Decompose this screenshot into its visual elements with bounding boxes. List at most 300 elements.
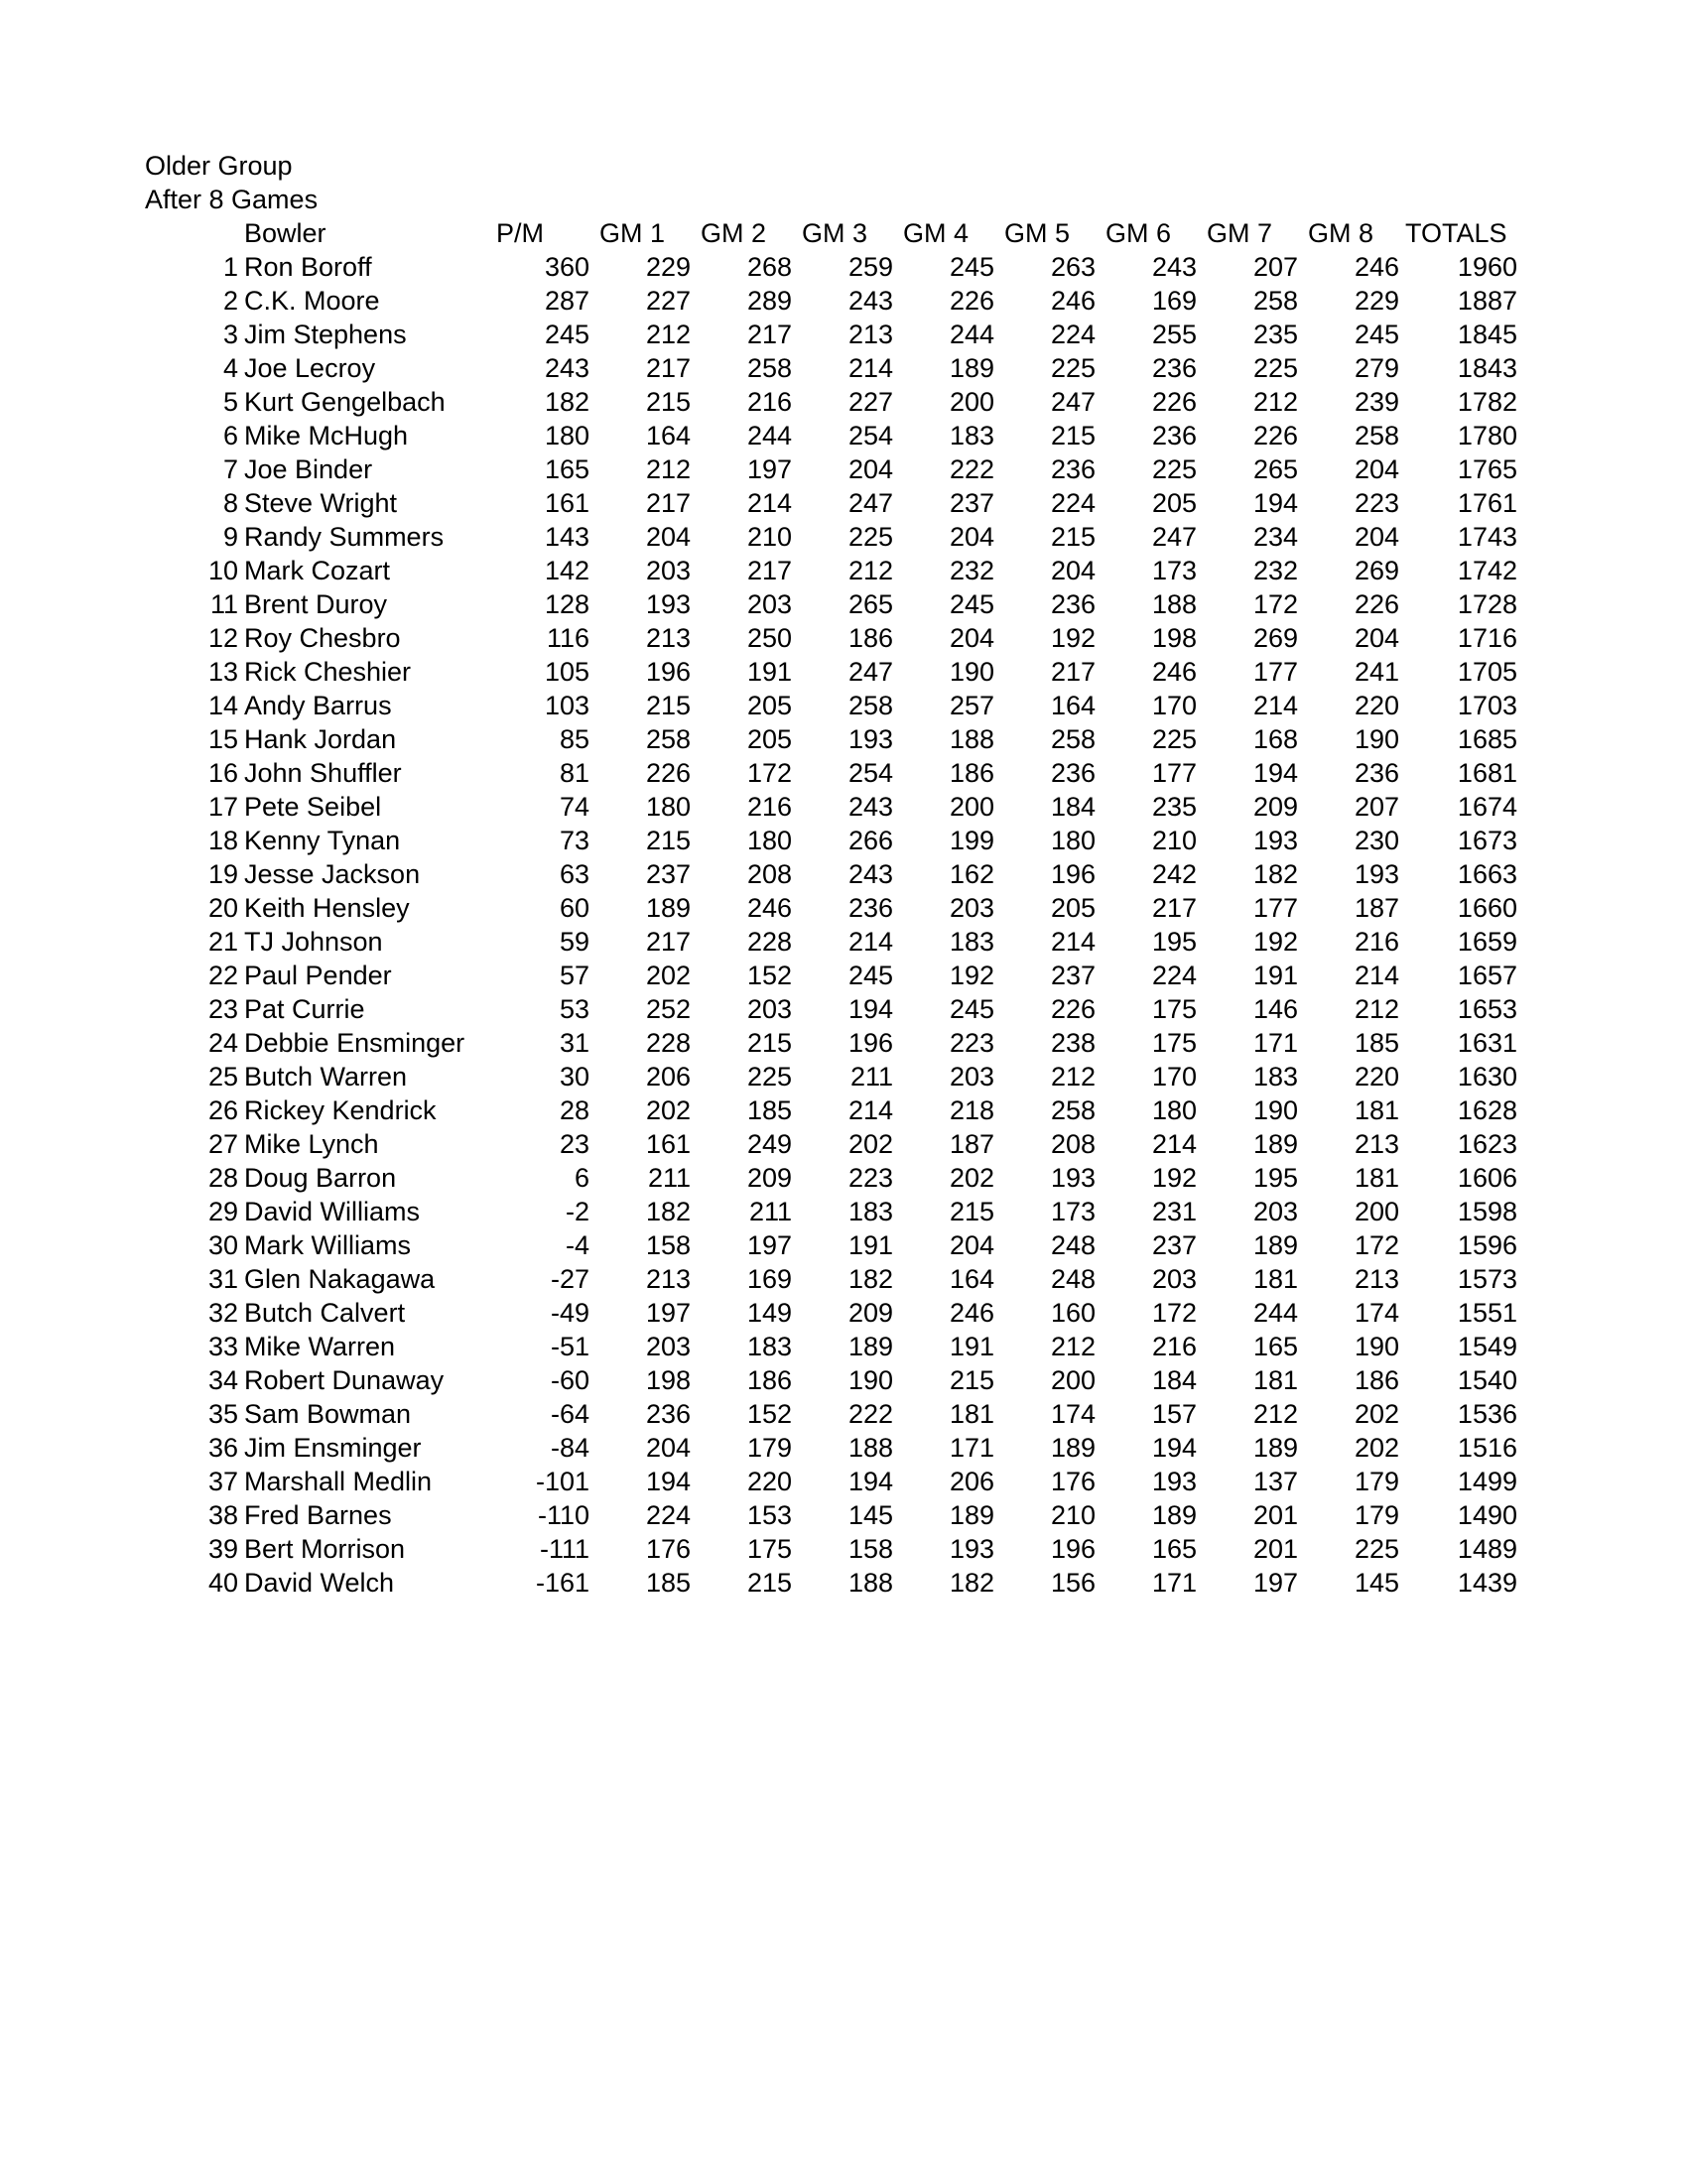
gm5-cell: 212 (1050, 1062, 1096, 1092)
rank-cell: 5 (222, 387, 238, 417)
rank-cell: 7 (222, 454, 238, 484)
table-row (145, 959, 1517, 992)
gm5-cell: 192 (1050, 623, 1096, 653)
gm1-cell: 237 (645, 859, 691, 889)
rank-cell: 36 (207, 1433, 238, 1463)
rank-cell: 31 (207, 1264, 238, 1294)
gm2-cell: 149 (746, 1298, 792, 1328)
pm-cell: -110 (537, 1500, 589, 1530)
rank-cell: 22 (207, 961, 238, 990)
gm1-cell: 217 (645, 353, 691, 383)
table-row (145, 419, 1517, 452)
pm-cell: -101 (535, 1467, 589, 1496)
total-cell: 1765 (1457, 454, 1517, 484)
gm4-cell: 189 (949, 353, 994, 383)
gm3-cell: 188 (847, 1568, 893, 1598)
gm1-cell: 258 (645, 724, 691, 754)
gm3-cell: 259 (847, 252, 893, 282)
gm6-cell: 170 (1151, 1062, 1197, 1092)
rank-cell: 25 (207, 1062, 238, 1092)
bowler-name-cell: Andy Barrus (244, 691, 392, 720)
gm5-cell: 215 (1050, 522, 1096, 552)
bowler-name-cell: Sam Bowman (244, 1399, 412, 1429)
gm3-cell: 254 (847, 421, 893, 450)
pm-cell: 287 (544, 286, 589, 316)
pm-cell: 60 (559, 893, 589, 923)
header-gm6: GM 6 (1105, 218, 1172, 248)
rank-cell: 37 (207, 1467, 238, 1496)
total-cell: 1660 (1457, 893, 1517, 923)
gm5-cell: 236 (1050, 454, 1096, 484)
gm7-cell: 190 (1252, 1095, 1298, 1125)
gm6-cell: 203 (1151, 1264, 1197, 1294)
gm4-cell: 204 (949, 623, 994, 653)
gm6-cell: 205 (1151, 488, 1197, 518)
bowler-name-cell: Jim Stephens (244, 320, 407, 349)
total-cell: 1628 (1457, 1095, 1517, 1125)
gm8-cell: 239 (1354, 387, 1399, 417)
total-cell: 1490 (1457, 1500, 1517, 1530)
pm-cell: -161 (535, 1568, 589, 1598)
gm1-cell: 189 (645, 893, 691, 923)
rank-cell: 23 (207, 994, 238, 1024)
bowler-name-cell: Pat Currie (244, 994, 365, 1024)
gm3-cell: 191 (847, 1230, 893, 1260)
bowler-name-cell: Mike McHugh (244, 421, 409, 450)
standings-body (145, 250, 1517, 1600)
table-row (145, 1330, 1517, 1363)
gm2-cell: 203 (746, 589, 792, 619)
gm5-cell: 200 (1050, 1365, 1096, 1395)
bowler-name-cell: Fred Barnes (244, 1500, 392, 1530)
gm6-cell: 255 (1151, 320, 1197, 349)
pm-cell: 23 (559, 1129, 589, 1159)
gm8-cell: 174 (1354, 1298, 1399, 1328)
total-cell: 1843 (1457, 353, 1517, 383)
rank-cell: 26 (207, 1095, 238, 1125)
gm4-cell: 237 (949, 488, 994, 518)
gm8-cell: 204 (1354, 454, 1399, 484)
gm7-cell: 232 (1252, 556, 1298, 585)
gm6-cell: 236 (1151, 421, 1197, 450)
gm4-cell: 200 (949, 387, 994, 417)
gm8-cell: 200 (1354, 1197, 1399, 1226)
gm3-cell: 258 (847, 691, 893, 720)
header-totals: TOTALS (1405, 218, 1507, 248)
gm7-cell: 197 (1252, 1568, 1298, 1598)
gm5-cell: 156 (1050, 1568, 1096, 1598)
gm4-cell: 183 (949, 421, 994, 450)
total-cell: 1782 (1457, 387, 1517, 417)
gm7-cell: 212 (1252, 1399, 1298, 1429)
pm-cell: 182 (544, 387, 589, 417)
gm2-cell: 289 (746, 286, 792, 316)
table-row (145, 756, 1517, 790)
pm-cell: 161 (544, 488, 589, 518)
gm7-cell: 226 (1252, 421, 1298, 450)
table-row (145, 250, 1517, 284)
gm7-cell: 207 (1252, 252, 1298, 282)
gm3-cell: 189 (847, 1332, 893, 1361)
gm8-cell: 229 (1354, 286, 1399, 316)
header-bowler: Bowler (244, 218, 326, 248)
document-subtitle: After 8 Games (145, 185, 319, 214)
gm4-cell: 245 (949, 589, 994, 619)
gm3-cell: 212 (847, 556, 893, 585)
bowler-name-cell: Rickey Kendrick (244, 1095, 437, 1125)
total-cell: 1489 (1457, 1534, 1517, 1564)
gm4-cell: 206 (949, 1467, 994, 1496)
gm2-cell: 172 (746, 758, 792, 788)
gm2-cell: 205 (746, 724, 792, 754)
gm8-cell: 226 (1354, 589, 1399, 619)
gm1-cell: 227 (645, 286, 691, 316)
gm6-cell: 237 (1151, 1230, 1197, 1260)
total-cell: 1703 (1457, 691, 1517, 720)
rank-cell: 8 (222, 488, 238, 518)
gm4-cell: 186 (949, 758, 994, 788)
table-row (145, 1195, 1517, 1228)
header-gm7: GM 7 (1207, 218, 1273, 248)
pm-cell: -51 (550, 1332, 589, 1361)
gm1-cell: 193 (645, 589, 691, 619)
gm7-cell: 269 (1252, 623, 1298, 653)
gm5-cell: 238 (1050, 1028, 1096, 1058)
gm5-cell: 237 (1050, 961, 1096, 990)
gm7-cell: 182 (1252, 859, 1298, 889)
gm2-cell: 244 (746, 421, 792, 450)
gm3-cell: 196 (847, 1028, 893, 1058)
total-cell: 1673 (1457, 826, 1517, 855)
rank-cell: 6 (222, 421, 238, 450)
bowler-name-cell: Kenny Tynan (244, 826, 401, 855)
rank-cell: 1 (222, 252, 238, 282)
rank-cell: 29 (207, 1197, 238, 1226)
rank-cell: 35 (207, 1399, 238, 1429)
gm4-cell: 162 (949, 859, 994, 889)
bowler-name-cell: Mark Williams (244, 1230, 411, 1260)
gm6-cell: 194 (1151, 1433, 1197, 1463)
gm1-cell: 180 (645, 792, 691, 822)
gm2-cell: 258 (746, 353, 792, 383)
gm6-cell: 173 (1151, 556, 1197, 585)
gm3-cell: 245 (847, 961, 893, 990)
total-cell: 1516 (1457, 1433, 1517, 1463)
bowler-name-cell: Debbie Ensminger (244, 1028, 465, 1058)
pm-cell: -2 (565, 1197, 589, 1226)
gm7-cell: 214 (1252, 691, 1298, 720)
pm-cell: -4 (565, 1230, 589, 1260)
gm7-cell: 201 (1252, 1500, 1298, 1530)
total-cell: 1596 (1457, 1230, 1517, 1260)
gm3-cell: 225 (847, 522, 893, 552)
rank-cell: 19 (207, 859, 238, 889)
bowler-name-cell: David Welch (244, 1568, 395, 1598)
gm1-cell: 203 (645, 556, 691, 585)
gm5-cell: 258 (1050, 1095, 1096, 1125)
table-row (145, 520, 1517, 554)
pm-cell: -60 (550, 1365, 589, 1395)
gm3-cell: 194 (847, 1467, 893, 1496)
gm6-cell: 214 (1151, 1129, 1197, 1159)
pm-cell: 59 (559, 927, 589, 957)
gm3-cell: 190 (847, 1365, 893, 1395)
gm4-cell: 181 (949, 1399, 994, 1429)
pm-cell: 28 (559, 1095, 589, 1125)
gm6-cell: 217 (1151, 893, 1197, 923)
gm6-cell: 224 (1151, 961, 1197, 990)
gm6-cell: 180 (1151, 1095, 1197, 1125)
gm8-cell: 181 (1354, 1095, 1399, 1125)
bowler-name-cell: Keith Hensley (244, 893, 410, 923)
gm5-cell: 212 (1050, 1332, 1096, 1361)
gm8-cell: 204 (1354, 522, 1399, 552)
gm8-cell: 220 (1354, 1062, 1399, 1092)
gm2-cell: 225 (746, 1062, 792, 1092)
total-cell: 1499 (1457, 1467, 1517, 1496)
total-cell: 1630 (1457, 1062, 1517, 1092)
rank-cell: 27 (207, 1129, 238, 1159)
gm8-cell: 279 (1354, 353, 1399, 383)
gm4-cell: 257 (949, 691, 994, 720)
table-row (145, 1397, 1517, 1431)
total-cell: 1780 (1457, 421, 1517, 450)
table-row (145, 318, 1517, 351)
table-row (145, 1363, 1517, 1397)
bowler-name-cell: Mike Warren (244, 1332, 396, 1361)
gm5-cell: 164 (1050, 691, 1096, 720)
bowler-name-cell: Jim Ensminger (244, 1433, 422, 1463)
gm8-cell: 269 (1354, 556, 1399, 585)
gm6-cell: 189 (1151, 1500, 1197, 1530)
gm2-cell: 153 (746, 1500, 792, 1530)
pm-cell: 116 (546, 623, 589, 653)
bowler-name-cell: Butch Calvert (244, 1298, 406, 1328)
gm5-cell: 247 (1050, 387, 1096, 417)
bowler-name-cell: Paul Pender (244, 961, 392, 990)
gm8-cell: 179 (1354, 1500, 1399, 1530)
gm4-cell: 204 (949, 522, 994, 552)
gm7-cell: 189 (1252, 1230, 1298, 1260)
gm4-cell: 245 (949, 994, 994, 1024)
gm6-cell: 192 (1151, 1163, 1197, 1193)
pm-cell: 53 (559, 994, 589, 1024)
document-title: Older Group (145, 151, 293, 181)
header-gm3: GM 3 (802, 218, 868, 248)
gm6-cell: 175 (1151, 994, 1197, 1024)
rank-cell: 40 (207, 1568, 238, 1598)
rank-cell: 16 (207, 758, 238, 788)
gm1-cell: 224 (645, 1500, 691, 1530)
gm2-cell: 215 (746, 1028, 792, 1058)
bowler-name-cell: Kurt Gengelbach (244, 387, 446, 417)
gm5-cell: 248 (1050, 1230, 1096, 1260)
header-gm8: GM 8 (1308, 218, 1374, 248)
gm7-cell: 183 (1252, 1062, 1298, 1092)
total-cell: 1742 (1457, 556, 1517, 585)
rank-cell: 38 (207, 1500, 238, 1530)
gm8-cell: 202 (1354, 1433, 1399, 1463)
table-row (145, 790, 1517, 824)
bowler-name-cell: Ron Boroff (244, 252, 372, 282)
rank-cell: 30 (207, 1230, 238, 1260)
gm2-cell: 246 (746, 893, 792, 923)
pm-cell: 57 (559, 961, 589, 990)
gm2-cell: 169 (746, 1264, 792, 1294)
gm8-cell: 172 (1354, 1230, 1399, 1260)
pm-cell: -111 (539, 1534, 589, 1564)
gm6-cell: 226 (1151, 387, 1197, 417)
table-row (145, 1228, 1517, 1262)
gm6-cell: 184 (1151, 1365, 1197, 1395)
pm-cell: 143 (544, 522, 589, 552)
gm1-cell: 194 (645, 1467, 691, 1496)
pm-cell: -27 (550, 1264, 589, 1294)
bowler-name-cell: Joe Binder (244, 454, 373, 484)
gm2-cell: 197 (746, 1230, 792, 1260)
gm8-cell: 213 (1354, 1129, 1399, 1159)
gm4-cell: 245 (949, 252, 994, 282)
rank-cell: 17 (207, 792, 238, 822)
gm5-cell: 196 (1050, 859, 1096, 889)
bowler-name-cell: Butch Warren (244, 1062, 408, 1092)
table-row (145, 857, 1517, 891)
rank-cell: 13 (207, 657, 238, 687)
table-row (145, 1026, 1517, 1060)
gm3-cell: 183 (847, 1197, 893, 1226)
gm6-cell: 157 (1151, 1399, 1197, 1429)
table-row (145, 824, 1517, 857)
table-row (145, 554, 1517, 587)
gm8-cell: 190 (1354, 724, 1399, 754)
total-cell: 1887 (1457, 286, 1517, 316)
pm-cell: 128 (544, 589, 589, 619)
table-row (145, 1296, 1517, 1330)
gm4-cell: 232 (949, 556, 994, 585)
gm8-cell: 225 (1354, 1534, 1399, 1564)
rank-cell: 9 (222, 522, 238, 552)
gm7-cell: 171 (1252, 1028, 1298, 1058)
gm1-cell: 236 (645, 1399, 691, 1429)
gm2-cell: 220 (746, 1467, 792, 1496)
gm1-cell: 211 (647, 1163, 691, 1193)
gm7-cell: 189 (1252, 1129, 1298, 1159)
gm3-cell: 158 (847, 1534, 893, 1564)
gm8-cell: 145 (1354, 1568, 1399, 1598)
gm4-cell: 223 (949, 1028, 994, 1058)
gm5-cell: 236 (1050, 758, 1096, 788)
gm4-cell: 192 (949, 961, 994, 990)
bowler-name-cell: Jesse Jackson (244, 859, 421, 889)
gm4-cell: 203 (949, 893, 994, 923)
rank-cell: 24 (207, 1028, 238, 1058)
gm5-cell: 215 (1050, 421, 1096, 450)
gm3-cell: 193 (847, 724, 893, 754)
gm6-cell: 177 (1151, 758, 1197, 788)
gm7-cell: 201 (1252, 1534, 1298, 1564)
gm7-cell: 212 (1252, 387, 1298, 417)
gm2-cell: 268 (746, 252, 792, 282)
table-row (145, 1262, 1517, 1296)
gm3-cell: 186 (847, 623, 893, 653)
table-row (145, 891, 1517, 925)
rank-cell: 39 (207, 1534, 238, 1564)
gm3-cell: 222 (847, 1399, 893, 1429)
table-row (145, 284, 1517, 318)
gm5-cell: 160 (1050, 1298, 1096, 1328)
gm3-cell: 145 (847, 1500, 893, 1530)
gm4-cell: 193 (949, 1534, 994, 1564)
gm1-cell: 217 (645, 927, 691, 957)
gm4-cell: 222 (949, 454, 994, 484)
gm3-cell: 266 (847, 826, 893, 855)
table-row (145, 1060, 1517, 1093)
rank-cell: 20 (207, 893, 238, 923)
gm7-cell: 194 (1252, 758, 1298, 788)
table-row (145, 1498, 1517, 1532)
table-row (145, 452, 1517, 486)
gm1-cell: 212 (645, 320, 691, 349)
table-row (145, 1431, 1517, 1465)
gm4-cell: 204 (949, 1230, 994, 1260)
total-cell: 1681 (1457, 758, 1517, 788)
bowler-name-cell: Joe Lecroy (244, 353, 376, 383)
gm7-cell: 137 (1252, 1467, 1298, 1496)
gm4-cell: 246 (949, 1298, 994, 1328)
gm2-cell: 249 (746, 1129, 792, 1159)
header-gm5: GM 5 (1004, 218, 1071, 248)
gm1-cell: 161 (645, 1129, 691, 1159)
gm2-cell: 152 (746, 1399, 792, 1429)
gm3-cell: 265 (847, 589, 893, 619)
gm3-cell: 243 (847, 286, 893, 316)
bowler-name-cell: C.K. Moore (244, 286, 380, 316)
gm1-cell: 229 (645, 252, 691, 282)
table-row (145, 587, 1517, 621)
pm-cell: 30 (559, 1062, 589, 1092)
gm6-cell: 235 (1151, 792, 1197, 822)
gm2-cell: 250 (746, 623, 792, 653)
gm8-cell: 246 (1354, 252, 1399, 282)
pm-cell: 6 (574, 1163, 589, 1193)
bowler-name-cell: David Williams (244, 1197, 421, 1226)
gm6-cell: 243 (1151, 252, 1197, 282)
total-cell: 1845 (1457, 320, 1517, 349)
gm8-cell: 216 (1354, 927, 1399, 957)
gm6-cell: 169 (1151, 286, 1197, 316)
pm-cell: 81 (559, 758, 589, 788)
gm2-cell: 217 (746, 320, 792, 349)
total-cell: 1657 (1457, 961, 1517, 990)
gm3-cell: 204 (847, 454, 893, 484)
gm7-cell: 203 (1252, 1197, 1298, 1226)
gm3-cell: 254 (847, 758, 893, 788)
gm2-cell: 209 (746, 1163, 792, 1193)
gm8-cell: 181 (1354, 1163, 1399, 1193)
gm6-cell: 246 (1151, 657, 1197, 687)
gm3-cell: 202 (847, 1129, 893, 1159)
rank-cell: 15 (207, 724, 238, 754)
gm7-cell: 181 (1252, 1365, 1298, 1395)
gm4-cell: 200 (949, 792, 994, 822)
gm8-cell: 190 (1354, 1332, 1399, 1361)
gm8-cell: 204 (1354, 623, 1399, 653)
bowler-name-cell: Brent Duroy (244, 589, 388, 619)
gm1-cell: 176 (645, 1534, 691, 1564)
gm8-cell: 230 (1354, 826, 1399, 855)
table-row (145, 351, 1517, 385)
gm3-cell: 247 (847, 488, 893, 518)
